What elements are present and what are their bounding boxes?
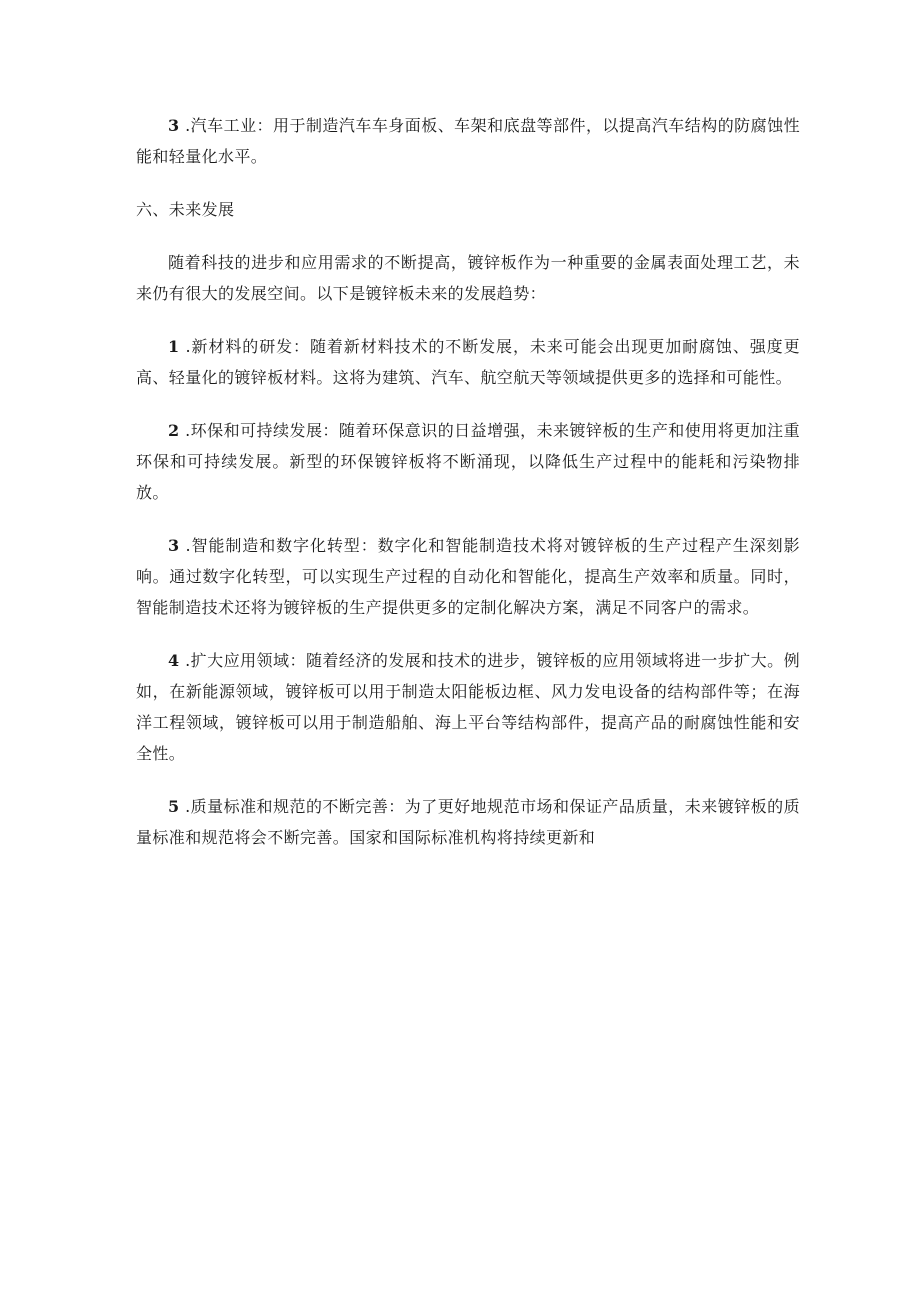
item-text: .智能制造和数字化转型：数字化和智能制造技术将对镀锌板的生产过程产生深刻影响。通过数字化转型，可以实现生产过程的自动化和智能化，提高生产效率和质量。同时，智能制造技术还将为镀锌板的生产提供更多的定制化解决方案，满足不同客户的需求。 <box>136 536 800 617</box>
item-number: 2 <box>168 421 180 440</box>
item-number: 1 <box>168 337 180 356</box>
paragraph-intro: 随着科技的进步和应用需求的不断提高，镀锌板作为一种重要的金属表面处理工艺，未来仍有很大的发展空间。以下是镀锌板未来的发展趋势： <box>136 253 800 303</box>
list-item-quality-standards <box>136 791 800 853</box>
list-item-environmental <box>136 415 800 508</box>
list-item-expand-applications <box>136 645 800 769</box>
item-number: 3 <box>168 116 180 135</box>
item-text: .质量标准和规范的不断完善：为了更好地规范市场和保证产品质量，未来镀锌板的质量标准和规范将会不断完善。国家和国际标准机构将持续更新和 <box>136 797 800 847</box>
item-text: .汽车工业：用于制造汽车车身面板、车架和底盘等部件，以提高汽车结构的防腐蚀性能和轻量化水平。 <box>136 116 800 166</box>
item-text: .环保和可持续发展：随着环保意识的日益增强，未来镀锌板的生产和使用将更加注重环保和可持续发展。新型的环保镀锌板将不断涌现，以降低生产过程中的能耗和污染物排放。 <box>136 421 800 502</box>
item-text: .新材料的研发：随着新材料技术的不断发展，未来可能会出现更加耐腐蚀、强度更高、轻量化的镀锌板材料。这将为建筑、汽车、航空航天等领域提供更多的选择和可能性。 <box>136 337 800 387</box>
list-item-new-materials <box>136 331 800 393</box>
item-number: 3 <box>168 536 180 555</box>
section-heading: 六、未来发展 <box>136 200 235 219</box>
item-number: 4 <box>168 651 180 670</box>
list-item-smart-manufacturing <box>136 530 800 623</box>
paragraph-automotive-industry <box>136 110 800 172</box>
item-number: 5 <box>168 797 180 816</box>
item-text: .扩大应用领域：随着经济的发展和技术的进步，镀锌板的应用领域将进一步扩大。例如，在新能源领域，镀锌板可以用于制造太阳能板边框、风力发电设备的结构部件等；在海洋工程领域，镀锌板可以用于制造船舶、海上平台等结构部件，提高产品的耐腐蚀性能和安全性。 <box>136 651 800 763</box>
